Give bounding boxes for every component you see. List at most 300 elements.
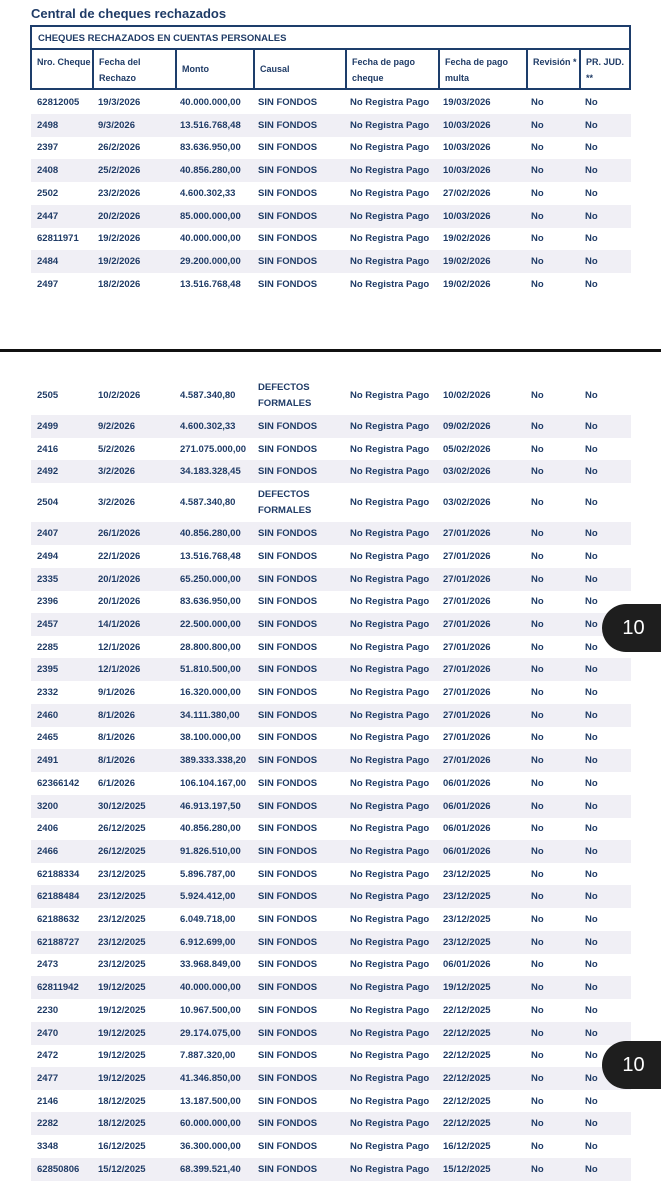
table-row bbox=[31, 726, 631, 749]
cell-monto: 33.968.849,00 bbox=[180, 959, 241, 971]
cell-fecha-pago-multa: 06/01/2026 bbox=[443, 959, 491, 971]
cell-fecha-pago-multa: 19/03/2026 bbox=[443, 97, 491, 108]
cell-pr-jud: No bbox=[585, 800, 598, 812]
cell-monto: 40.000.000,00 bbox=[180, 97, 241, 108]
cell-fecha-rechazo: 23/12/2025 bbox=[98, 914, 146, 925]
table-row bbox=[31, 908, 631, 931]
cell-nro-cheque: 2497 bbox=[37, 278, 59, 290]
cell-causal: SIN FONDOS bbox=[258, 936, 318, 948]
cell-monto: 40.856.280,00 bbox=[180, 823, 241, 835]
cell-fecha-rechazo: 23/12/2025 bbox=[98, 868, 146, 880]
cell-fecha-pago-cheque: No Registra Pago bbox=[350, 443, 430, 455]
cell-monto: 4.587.340,80 bbox=[180, 497, 236, 509]
cell-causal: SIN FONDOS bbox=[258, 233, 318, 245]
cell-pr-jud: No bbox=[585, 1072, 598, 1084]
cell-revision: No bbox=[531, 1072, 544, 1084]
table-row bbox=[31, 976, 631, 999]
cell-fecha-pago-cheque: No Registra Pago bbox=[350, 390, 430, 401]
cell-revision: No bbox=[531, 528, 544, 540]
cell-causal: SIN FONDOS bbox=[258, 550, 318, 562]
table-row bbox=[31, 483, 631, 522]
cell-monto: 38.100.000,00 bbox=[180, 732, 241, 744]
cell-revision: No bbox=[531, 233, 544, 245]
cell-fecha-rechazo: 9/3/2026 bbox=[98, 119, 135, 131]
cell-causal: SIN FONDOS bbox=[258, 1163, 318, 1175]
cell-fecha-pago-multa: 05/02/2026 bbox=[443, 443, 491, 455]
cell-monto: 36.300.000,00 bbox=[180, 1141, 241, 1152]
cell-revision: No bbox=[531, 618, 544, 630]
cell-pr-jud: No bbox=[585, 1118, 598, 1130]
header-pr-jud: PR. JUD. ** bbox=[586, 57, 625, 83]
cell-fecha-pago-cheque: No Registra Pago bbox=[350, 914, 430, 925]
cell-nro-cheque: 62188632 bbox=[37, 914, 80, 925]
cell-nro-cheque: 62812005 bbox=[37, 97, 80, 108]
cell-causal: SIN FONDOS bbox=[258, 119, 318, 131]
cell-causal: SIN FONDOS bbox=[258, 664, 318, 676]
cell-monto: 13.516.768,48 bbox=[180, 278, 241, 290]
cell-fecha-rechazo: 10/2/2026 bbox=[98, 390, 141, 401]
cell-revision: No bbox=[531, 891, 544, 903]
table-row bbox=[31, 205, 631, 228]
table-row bbox=[31, 613, 631, 636]
cell-fecha-pago-multa: 09/02/2026 bbox=[443, 421, 491, 432]
cell-causal: SIN FONDOS bbox=[258, 97, 318, 108]
cell-fecha-pago-cheque: No Registra Pago bbox=[350, 421, 430, 432]
cell-fecha-pago-multa: 23/12/2025 bbox=[443, 891, 491, 903]
cell-fecha-pago-cheque: No Registra Pago bbox=[350, 233, 430, 245]
cell-monto: 6.912.699,00 bbox=[180, 936, 236, 948]
cell-fecha-pago-cheque: No Registra Pago bbox=[350, 165, 430, 177]
cell-nro-cheque: 62188727 bbox=[37, 936, 80, 948]
cell-fecha-rechazo: 18/12/2025 bbox=[98, 1095, 146, 1107]
table-row bbox=[31, 704, 631, 727]
cell-nro-cheque: 2470 bbox=[37, 1027, 59, 1039]
header-fecha-rechazo: Fecha del Rechazo bbox=[94, 50, 177, 88]
cell-fecha-pago-multa: 27/01/2026 bbox=[443, 687, 491, 698]
cell-pr-jud: No bbox=[585, 1095, 598, 1107]
cell-fecha-pago-multa: 10/02/2026 bbox=[443, 390, 491, 401]
cell-fecha-pago-multa: 19/12/2025 bbox=[443, 982, 491, 994]
cell-fecha-pago-multa: 27/01/2026 bbox=[443, 641, 491, 653]
cell-fecha-rechazo: 5/2/2026 bbox=[98, 443, 135, 455]
cell-causal: SIN FONDOS bbox=[258, 800, 318, 812]
table-row bbox=[31, 415, 631, 438]
cell-causal: SIN FONDOS bbox=[258, 891, 318, 903]
cell-causal: SIN FONDOS bbox=[258, 914, 318, 925]
cell-fecha-pago-multa: 22/12/2025 bbox=[443, 1027, 491, 1039]
cell-revision: No bbox=[531, 664, 544, 676]
table-row bbox=[31, 885, 631, 908]
table-row bbox=[31, 159, 631, 182]
cell-revision: No bbox=[531, 550, 544, 562]
cell-fecha-rechazo: 8/1/2026 bbox=[98, 755, 135, 767]
cell-fecha-pago-cheque: No Registra Pago bbox=[350, 641, 430, 653]
cell-nro-cheque: 2395 bbox=[37, 664, 59, 676]
cell-fecha-rechazo: 19/2/2026 bbox=[98, 255, 141, 267]
table-row bbox=[31, 590, 631, 613]
cell-revision: No bbox=[531, 755, 544, 767]
cell-monto: 10.967.500,00 bbox=[180, 1004, 241, 1016]
cell-fecha-rechazo: 6/1/2026 bbox=[98, 777, 135, 789]
cell-causal: SIN FONDOS bbox=[258, 142, 318, 154]
cell-fecha-rechazo: 26/1/2026 bbox=[98, 528, 141, 540]
cell-revision: No bbox=[531, 278, 544, 290]
cell-causal: SIN FONDOS bbox=[258, 845, 318, 857]
cell-monto: 4.600.302,33 bbox=[180, 187, 236, 199]
cell-causal: SIN FONDOS bbox=[258, 755, 318, 767]
cell-revision: No bbox=[531, 119, 544, 131]
table-row bbox=[31, 931, 631, 954]
cell-nro-cheque: 62811942 bbox=[37, 982, 79, 994]
cell-pr-jud: No bbox=[585, 982, 598, 994]
cell-causal: SIN FONDOS bbox=[258, 1027, 318, 1039]
cell-revision: No bbox=[531, 1118, 544, 1130]
cell-monto: 29.174.075,00 bbox=[180, 1027, 241, 1039]
cell-nro-cheque: 2477 bbox=[37, 1072, 59, 1084]
cell-nro-cheque: 2285 bbox=[37, 641, 59, 653]
cell-monto: 4.600.302,33 bbox=[180, 421, 236, 432]
cell-pr-jud: No bbox=[585, 891, 598, 903]
cell-pr-jud: No bbox=[585, 573, 598, 585]
cell-nro-cheque: 2332 bbox=[37, 687, 59, 698]
table-row bbox=[31, 227, 631, 250]
cell-fecha-pago-cheque: No Registra Pago bbox=[350, 982, 430, 994]
cell-pr-jud: No bbox=[585, 528, 598, 540]
cell-fecha-pago-multa: 27/01/2026 bbox=[443, 732, 491, 744]
cell-pr-jud: No bbox=[585, 255, 598, 267]
table-row bbox=[31, 863, 631, 886]
cell-nro-cheque: 2499 bbox=[37, 421, 59, 432]
table-row bbox=[31, 522, 631, 545]
cell-fecha-pago-cheque: No Registra Pago bbox=[350, 210, 430, 222]
cell-fecha-pago-cheque: No Registra Pago bbox=[350, 1004, 430, 1016]
cell-causal: SIN FONDOS bbox=[258, 823, 318, 835]
cell-monto: 85.000.000,00 bbox=[180, 210, 241, 222]
table-row bbox=[31, 1022, 631, 1045]
table-row bbox=[31, 1135, 631, 1158]
section-title: CHEQUES RECHAZADOS EN CUENTAS PERSONALES bbox=[32, 27, 629, 50]
cell-fecha-pago-multa: 27/01/2026 bbox=[443, 573, 491, 585]
cell-fecha-pago-multa: 27/01/2026 bbox=[443, 550, 491, 562]
cell-fecha-rechazo: 9/2/2026 bbox=[98, 421, 135, 432]
screenshot-divider bbox=[0, 349, 661, 352]
cell-causal: SIN FONDOS bbox=[258, 421, 318, 432]
cell-fecha-rechazo: 23/2/2026 bbox=[98, 187, 141, 199]
cell-causal: SIN FONDOS bbox=[258, 1050, 318, 1062]
cell-monto: 389.333.338,20 bbox=[180, 755, 247, 767]
cell-revision: No bbox=[531, 443, 544, 455]
cell-revision: No bbox=[531, 187, 544, 199]
cell-revision: No bbox=[531, 466, 544, 478]
header-fecha-pago-multa: Fecha de pago multa bbox=[440, 50, 528, 88]
cell-nro-cheque: 62188484 bbox=[37, 891, 80, 903]
cell-fecha-pago-cheque: No Registra Pago bbox=[350, 1095, 430, 1107]
cell-fecha-pago-cheque: No Registra Pago bbox=[350, 573, 430, 585]
cell-fecha-pago-multa: 06/01/2026 bbox=[443, 777, 491, 789]
cell-revision: No bbox=[531, 573, 544, 585]
cell-fecha-rechazo: 26/12/2025 bbox=[98, 823, 146, 835]
cell-nro-cheque: 2447 bbox=[37, 210, 59, 222]
cell-nro-cheque: 62811971 bbox=[37, 233, 79, 245]
cell-fecha-rechazo: 3/2/2026 bbox=[98, 497, 135, 509]
cell-revision: No bbox=[531, 1141, 544, 1152]
table-row bbox=[31, 91, 631, 114]
table-row bbox=[31, 136, 631, 159]
cell-causal: SIN FONDOS bbox=[258, 1072, 318, 1084]
cell-causal: SIN FONDOS bbox=[258, 777, 318, 789]
cell-pr-jud: No bbox=[585, 959, 598, 971]
table-row bbox=[31, 568, 631, 591]
cell-nro-cheque: 2397 bbox=[37, 142, 59, 154]
cell-monto: 83.636.950,00 bbox=[180, 142, 241, 154]
cell-fecha-rechazo: 18/2/2026 bbox=[98, 278, 141, 290]
table-row bbox=[31, 1044, 631, 1067]
cell-pr-jud: No bbox=[585, 142, 598, 154]
cell-monto: 28.800.800,00 bbox=[180, 641, 241, 653]
cell-nro-cheque: 2282 bbox=[37, 1118, 59, 1130]
cell-revision: No bbox=[531, 641, 544, 653]
cell-monto: 4.587.340,80 bbox=[180, 390, 236, 401]
cell-revision: No bbox=[531, 421, 544, 432]
cell-monto: 40.000.000,00 bbox=[180, 982, 241, 994]
cell-nro-cheque: 2472 bbox=[37, 1050, 59, 1062]
cell-fecha-rechazo: 19/12/2025 bbox=[98, 982, 146, 994]
cell-monto: 68.399.521,40 bbox=[180, 1163, 241, 1175]
cell-monto: 13.516.768,48 bbox=[180, 119, 241, 131]
cell-fecha-pago-cheque: No Registra Pago bbox=[350, 1141, 430, 1152]
cell-fecha-pago-multa: 16/12/2025 bbox=[443, 1141, 491, 1152]
cell-causal: SIN FONDOS bbox=[258, 278, 318, 290]
cell-monto: 16.320.000,00 bbox=[180, 687, 241, 698]
cell-revision: No bbox=[531, 596, 544, 608]
cell-revision: No bbox=[531, 732, 544, 744]
cell-fecha-pago-multa: 27/01/2026 bbox=[443, 664, 491, 676]
cell-pr-jud: No bbox=[585, 550, 598, 562]
cell-fecha-pago-cheque: No Registra Pago bbox=[350, 664, 430, 676]
table-row bbox=[31, 636, 631, 659]
cell-pr-jud: No bbox=[585, 1004, 598, 1016]
cell-pr-jud: No bbox=[585, 687, 598, 698]
cell-pr-jud: No bbox=[585, 936, 598, 948]
cell-fecha-rechazo: 25/2/2026 bbox=[98, 165, 141, 177]
cell-fecha-rechazo: 19/12/2025 bbox=[98, 1027, 146, 1039]
cell-fecha-pago-cheque: No Registra Pago bbox=[350, 1050, 430, 1062]
cell-monto: 65.250.000,00 bbox=[180, 573, 241, 585]
cell-causal: SIN FONDOS bbox=[258, 618, 318, 630]
cell-revision: No bbox=[531, 210, 544, 222]
cell-revision: No bbox=[531, 97, 544, 108]
cell-fecha-pago-cheque: No Registra Pago bbox=[350, 142, 430, 154]
cell-fecha-pago-cheque: No Registra Pago bbox=[350, 466, 430, 478]
cell-fecha-pago-cheque: No Registra Pago bbox=[350, 800, 430, 812]
cell-causal: SIN FONDOS bbox=[258, 1004, 318, 1016]
cell-causal: SIN FONDOS bbox=[258, 210, 318, 222]
table-row bbox=[31, 953, 631, 976]
cell-fecha-pago-cheque: No Registra Pago bbox=[350, 845, 430, 857]
cell-nro-cheque: 2498 bbox=[37, 119, 59, 131]
cell-nro-cheque: 2406 bbox=[37, 823, 59, 835]
cell-pr-jud: No bbox=[585, 823, 598, 835]
cell-monto: 34.183.328,45 bbox=[180, 466, 241, 478]
cell-monto: 40.000.000,00 bbox=[180, 233, 241, 245]
cell-pr-jud: No bbox=[585, 755, 598, 767]
cell-causal: SIN FONDOS bbox=[258, 466, 318, 478]
cell-pr-jud: No bbox=[585, 165, 598, 177]
cell-revision: No bbox=[531, 1027, 544, 1039]
cell-nro-cheque: 2466 bbox=[37, 845, 59, 857]
cell-fecha-pago-multa: 27/02/2026 bbox=[443, 187, 491, 199]
cell-monto: 29.200.000,00 bbox=[180, 255, 241, 267]
cell-fecha-pago-multa: 22/12/2025 bbox=[443, 1050, 491, 1062]
cell-fecha-pago-multa: 10/03/2026 bbox=[443, 210, 491, 222]
cell-pr-jud: No bbox=[585, 187, 598, 199]
cell-nro-cheque: 2491 bbox=[37, 755, 59, 767]
cell-fecha-pago-cheque: No Registra Pago bbox=[350, 732, 430, 744]
table-row bbox=[31, 460, 631, 483]
cell-monto: 6.049.718,00 bbox=[180, 914, 236, 925]
cell-fecha-rechazo: 19/3/2026 bbox=[98, 97, 141, 108]
cell-revision: No bbox=[531, 982, 544, 994]
table-row bbox=[31, 817, 631, 840]
cell-pr-jud: No bbox=[585, 596, 598, 608]
cell-fecha-pago-multa: 06/01/2026 bbox=[443, 823, 491, 835]
table-row bbox=[31, 772, 631, 795]
cell-fecha-pago-multa: 06/01/2026 bbox=[443, 800, 491, 812]
cell-pr-jud: No bbox=[585, 914, 598, 925]
cell-revision: No bbox=[531, 845, 544, 857]
cell-fecha-pago-multa: 27/01/2026 bbox=[443, 755, 491, 767]
cell-revision: No bbox=[531, 800, 544, 812]
cell-fecha-pago-cheque: No Registra Pago bbox=[350, 255, 430, 267]
table-row bbox=[31, 545, 631, 568]
cell-fecha-pago-cheque: No Registra Pago bbox=[350, 959, 430, 971]
cell-nro-cheque: 2473 bbox=[37, 959, 59, 971]
cell-fecha-pago-cheque: No Registra Pago bbox=[350, 97, 430, 108]
cell-causal: SIN FONDOS bbox=[258, 641, 318, 653]
cell-pr-jud: No bbox=[585, 1163, 598, 1175]
cell-pr-jud: No bbox=[585, 443, 598, 455]
cell-nro-cheque: 2416 bbox=[37, 443, 59, 455]
cell-monto: 41.346.850,00 bbox=[180, 1072, 241, 1084]
cell-revision: No bbox=[531, 165, 544, 177]
cell-revision: No bbox=[531, 1004, 544, 1016]
cell-fecha-pago-multa: 23/12/2025 bbox=[443, 868, 491, 880]
cell-causal: SIN FONDOS bbox=[258, 687, 318, 698]
cell-fecha-pago-cheque: No Registra Pago bbox=[350, 823, 430, 835]
cell-fecha-pago-cheque: No Registra Pago bbox=[350, 1072, 430, 1084]
cell-causal: SIN FONDOS bbox=[258, 732, 318, 744]
cell-revision: No bbox=[531, 823, 544, 835]
cell-fecha-pago-cheque: No Registra Pago bbox=[350, 1163, 430, 1175]
header-nro-cheque: Nro. Cheque bbox=[32, 50, 94, 88]
cell-nro-cheque: 2408 bbox=[37, 165, 59, 177]
cell-causal: SIN FONDOS bbox=[258, 596, 318, 608]
cell-fecha-rechazo: 14/1/2026 bbox=[98, 618, 141, 630]
cell-fecha-rechazo: 19/12/2025 bbox=[98, 1072, 146, 1084]
cell-causal: DEFECTOS FORMALES bbox=[258, 488, 312, 516]
cell-fecha-pago-multa: 03/02/2026 bbox=[443, 497, 491, 509]
table-row bbox=[31, 681, 631, 704]
cell-fecha-rechazo: 20/2/2026 bbox=[98, 210, 141, 222]
header-fecha-pago-cheque: Fecha de pago cheque bbox=[347, 50, 440, 88]
cell-fecha-rechazo: 19/2/2026 bbox=[98, 233, 141, 245]
cell-nro-cheque: 62850806 bbox=[37, 1163, 80, 1175]
cell-nro-cheque: 3348 bbox=[37, 1141, 59, 1152]
cell-revision: No bbox=[531, 709, 544, 721]
cell-fecha-pago-multa: 22/12/2025 bbox=[443, 1118, 491, 1130]
cell-fecha-pago-multa: 15/12/2025 bbox=[443, 1163, 491, 1175]
cell-fecha-rechazo: 9/1/2026 bbox=[98, 687, 135, 698]
cell-revision: No bbox=[531, 142, 544, 154]
cell-nro-cheque: 2146 bbox=[37, 1095, 59, 1107]
cell-fecha-rechazo: 12/1/2026 bbox=[98, 641, 141, 653]
cell-nro-cheque: 2230 bbox=[37, 1004, 59, 1016]
cell-causal: SIN FONDOS bbox=[258, 443, 318, 455]
cell-monto: 271.075.000,00 bbox=[180, 443, 247, 455]
cell-pr-jud: No bbox=[585, 233, 598, 245]
cell-pr-jud: No bbox=[585, 1141, 598, 1152]
cell-monto: 83.636.950,00 bbox=[180, 596, 241, 608]
cell-monto: 13.187.500,00 bbox=[180, 1095, 241, 1107]
page-count-badge[interactable]: 10 bbox=[602, 1041, 661, 1089]
cell-pr-jud: No bbox=[585, 278, 598, 290]
cell-fecha-pago-cheque: No Registra Pago bbox=[350, 1027, 430, 1039]
column-headers bbox=[32, 50, 629, 88]
cell-pr-jud: No bbox=[585, 1050, 598, 1062]
cell-fecha-pago-multa: 27/01/2026 bbox=[443, 596, 491, 608]
table-row bbox=[31, 376, 631, 415]
cell-fecha-rechazo: 3/2/2026 bbox=[98, 466, 135, 478]
cell-fecha-rechazo: 23/12/2025 bbox=[98, 936, 146, 948]
cell-fecha-pago-multa: 19/02/2026 bbox=[443, 233, 491, 245]
cell-pr-jud: No bbox=[585, 497, 598, 509]
cell-fecha-pago-multa: 06/01/2026 bbox=[443, 845, 491, 857]
cell-pr-jud: No bbox=[585, 466, 598, 478]
cell-causal: SIN FONDOS bbox=[258, 255, 318, 267]
cell-nro-cheque: 2504 bbox=[37, 497, 59, 509]
cell-revision: No bbox=[531, 497, 544, 509]
cell-revision: No bbox=[531, 936, 544, 948]
cell-monto: 22.500.000,00 bbox=[180, 618, 241, 630]
cell-fecha-pago-cheque: No Registra Pago bbox=[350, 777, 430, 789]
cell-nro-cheque: 62366142 bbox=[37, 777, 80, 789]
cell-nro-cheque: 2407 bbox=[37, 528, 59, 540]
cell-causal: SIN FONDOS bbox=[258, 982, 318, 994]
cell-nro-cheque: 2457 bbox=[37, 618, 59, 630]
cell-monto: 46.913.197,50 bbox=[180, 800, 241, 812]
page-title: Central de cheques rechazados bbox=[31, 6, 227, 21]
cell-nro-cheque: 2465 bbox=[37, 732, 59, 744]
cell-monto: 51.810.500,00 bbox=[180, 664, 241, 676]
cell-nro-cheque: 2484 bbox=[37, 255, 59, 267]
cell-nro-cheque: 2335 bbox=[37, 573, 59, 585]
cell-fecha-pago-cheque: No Registra Pago bbox=[350, 868, 430, 880]
table-row bbox=[31, 114, 631, 137]
cell-fecha-pago-multa: 10/03/2026 bbox=[443, 142, 491, 154]
cell-monto: 91.826.510,00 bbox=[180, 845, 241, 857]
cell-nro-cheque: 2396 bbox=[37, 596, 59, 608]
cell-monto: 13.516.768,48 bbox=[180, 550, 241, 562]
cell-causal: SIN FONDOS bbox=[258, 528, 318, 540]
cell-causal: SIN FONDOS bbox=[258, 165, 318, 177]
table-row bbox=[31, 658, 631, 681]
page-count-badge[interactable]: 10 bbox=[602, 604, 661, 652]
cell-fecha-pago-multa: 22/12/2025 bbox=[443, 1072, 491, 1084]
cell-fecha-pago-multa: 19/02/2026 bbox=[443, 255, 491, 267]
table-header-frame bbox=[30, 25, 631, 90]
cell-revision: No bbox=[531, 390, 544, 401]
cell-fecha-rechazo: 16/12/2025 bbox=[98, 1141, 146, 1152]
